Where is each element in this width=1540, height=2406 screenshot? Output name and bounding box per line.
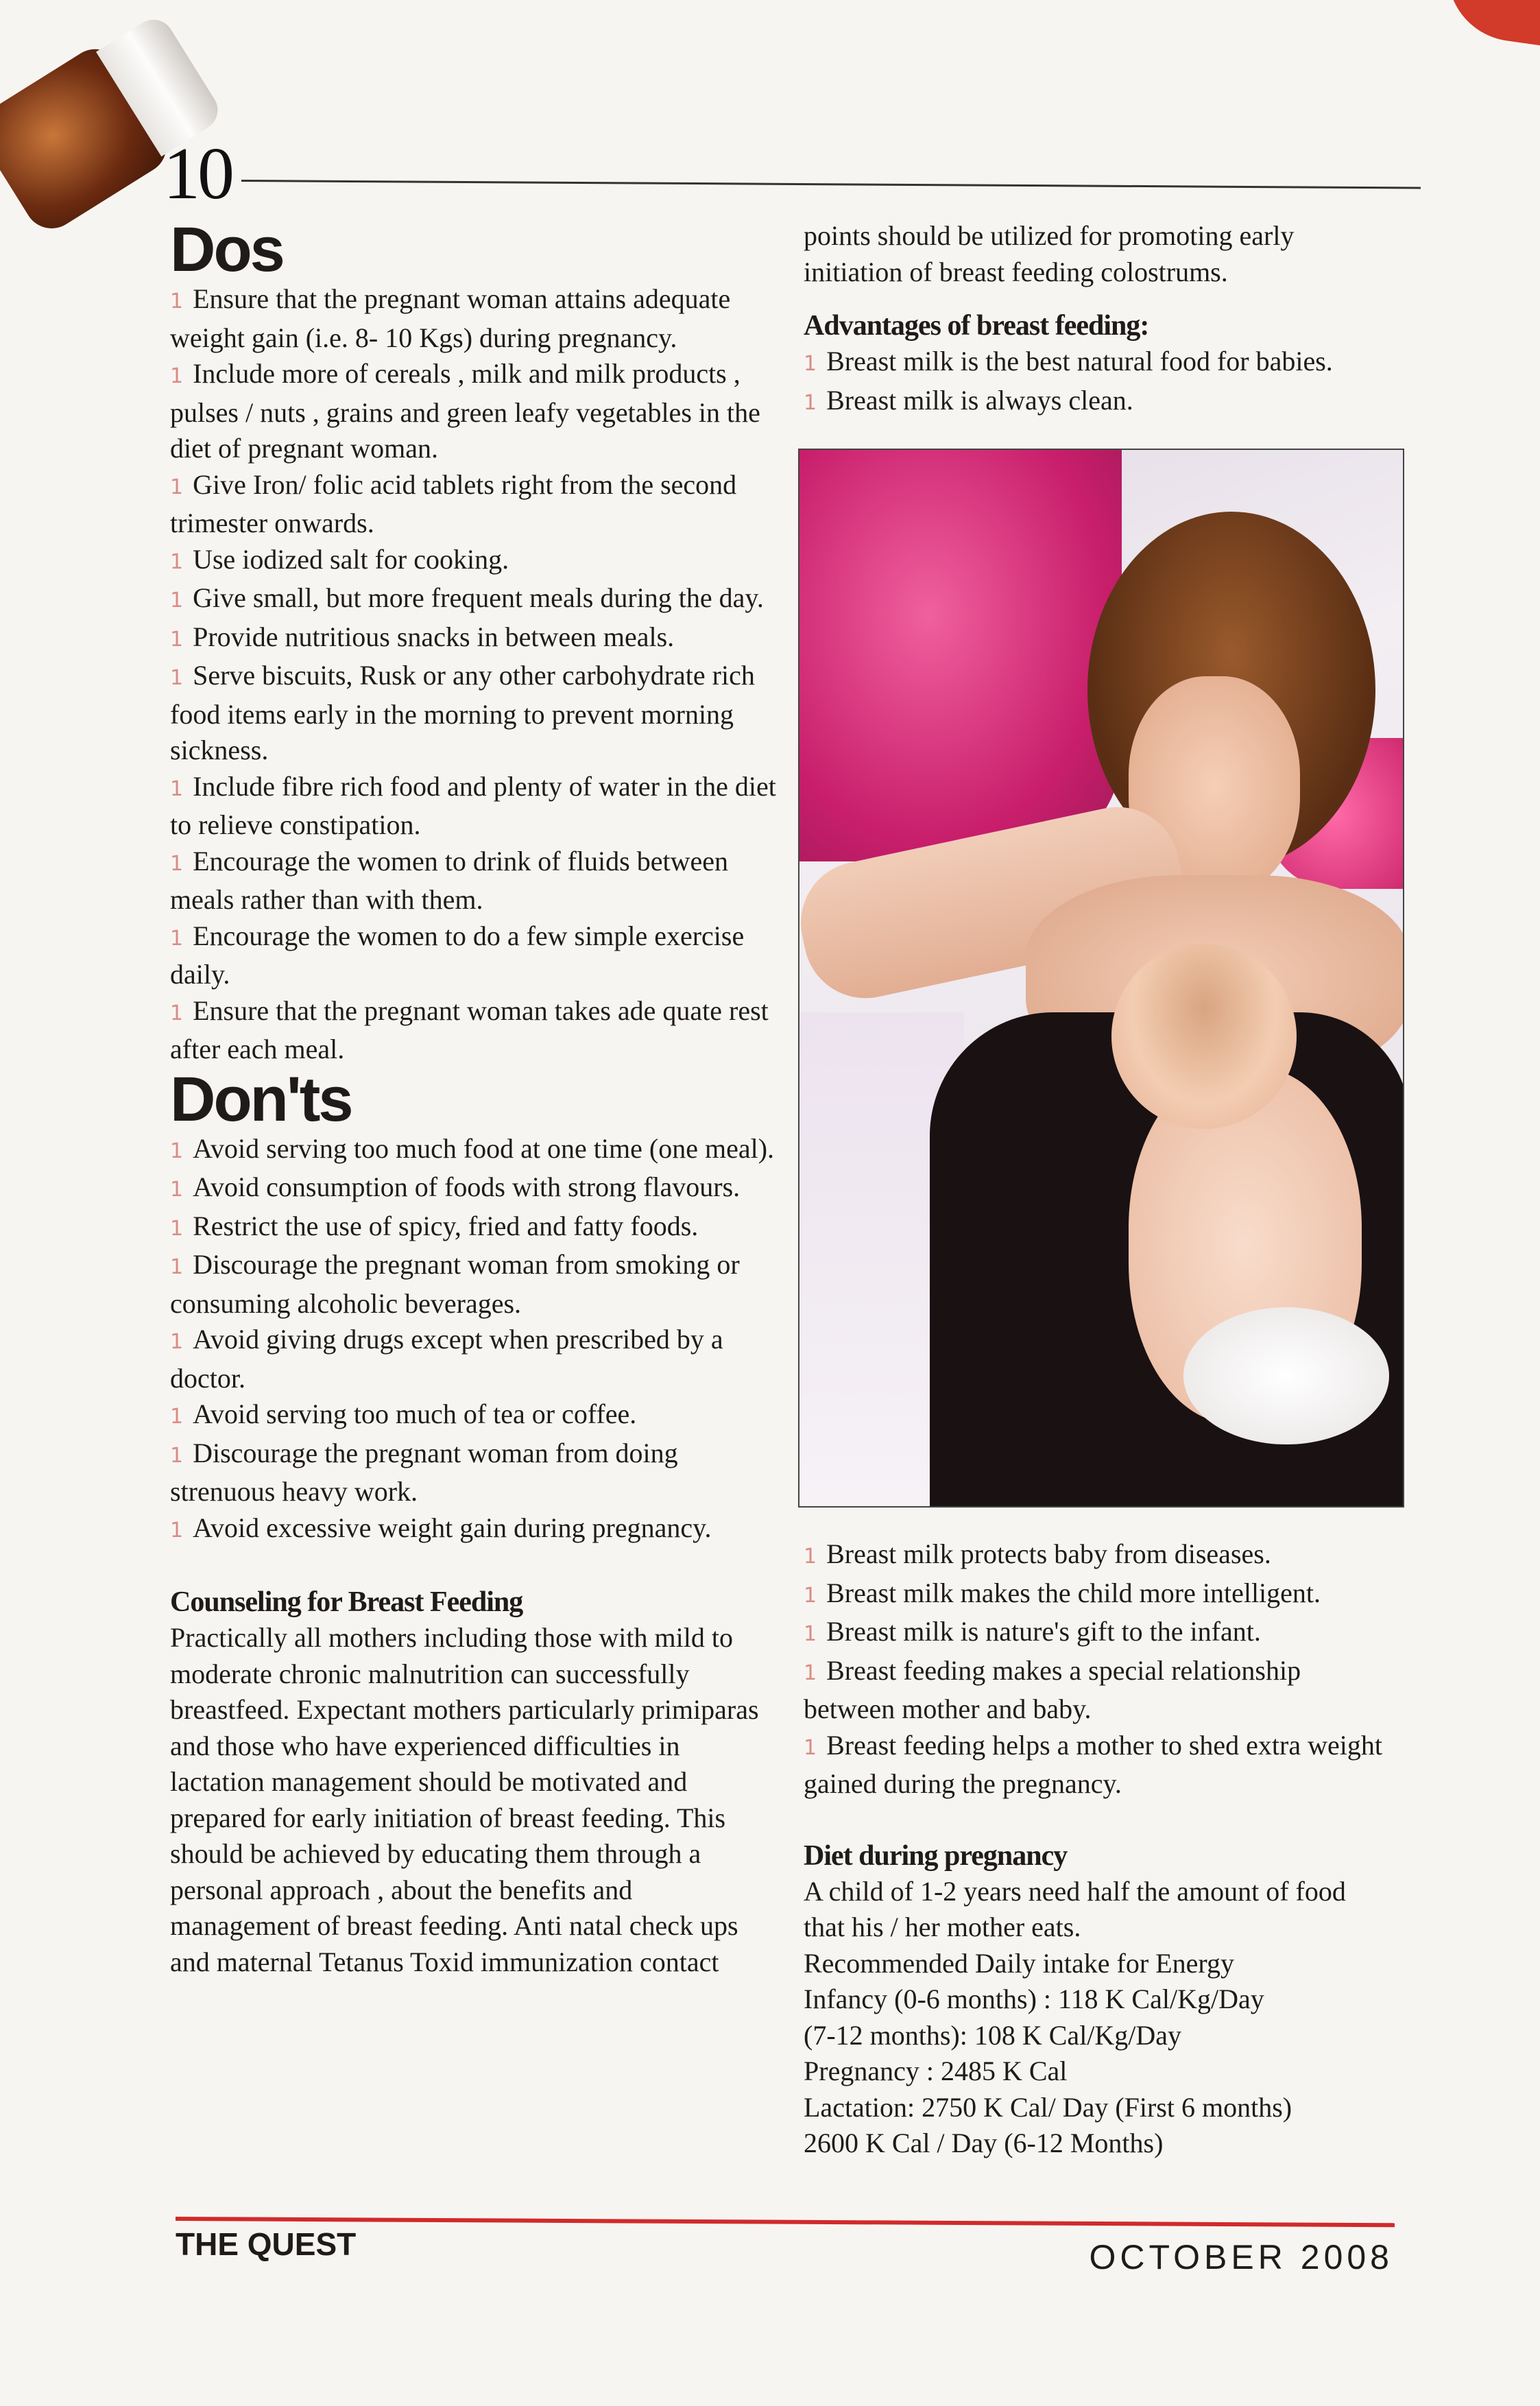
bullet-icon: 1 xyxy=(804,1622,817,1646)
right-column xyxy=(804,218,1393,2162)
diet-line: A child of 1-2 years need half the amount of food that his / her mother eats. xyxy=(804,1875,1346,1942)
donts-item-text: Avoid consumption of foods with strong flavours. xyxy=(193,1171,741,1202)
donts-item xyxy=(170,1436,777,1510)
bullet-icon: 1 xyxy=(170,549,184,574)
dos-list xyxy=(170,281,777,1068)
dos-item-text: Give small, but more frequent meals during the day. xyxy=(193,582,764,613)
bullet-icon: 1 xyxy=(170,1405,184,1429)
diet-line: Recommended Daily intake for Energy xyxy=(804,1947,1234,1979)
publication-name: THE QUEST xyxy=(176,2226,357,2262)
bullet-icon: 1 xyxy=(170,851,184,876)
counseling-body: Practically all mothers including those with mild to moderate chronic malnutrition can successfully breastfeed. Expectant mothers particularly primiparas and those who have experienced difficulties in lactation management should be motivated and prepared for early initiation of breast feeding. This should be achieved by educating them through a personal approach , about the benefits and management of breast feeding. Anti natal check ups and maternal Tetanus Toxid immunization contact xyxy=(170,1622,759,1977)
baby-diaper xyxy=(1183,1307,1389,1444)
dos-item xyxy=(170,580,777,619)
advantage-item xyxy=(804,1728,1393,1802)
bullet-icon: 1 xyxy=(804,1735,817,1760)
advantages-heading: Advantages of breast feeding: xyxy=(804,310,1149,342)
dos-item-text: Use iodized salt for cooking. xyxy=(193,543,509,575)
left-column xyxy=(170,215,777,1980)
pink-pillow xyxy=(799,450,1122,861)
dos-item xyxy=(170,769,777,844)
dos-item xyxy=(170,542,777,581)
bullet-icon: 1 xyxy=(804,1545,817,1569)
bullet-icon: 1 xyxy=(804,1660,817,1685)
bullet-icon: 1 xyxy=(170,627,184,652)
donts-item-text: Restrict the use of spicy, fried and fatty foods. xyxy=(193,1210,699,1241)
donts-heading: Don'ts xyxy=(170,1064,352,1134)
spacer xyxy=(804,290,1393,308)
dos-item-text: Provide nutritious snacks in between meals. xyxy=(193,621,675,652)
bullet-icon: 1 xyxy=(170,1139,184,1163)
dos-item xyxy=(170,281,777,356)
dos-item-text: Include more of cereals , milk and milk products , pulses / nuts , grains and green leafy vegetables in the diet of pregnant woman. xyxy=(170,358,760,464)
donts-item xyxy=(170,1247,777,1322)
dos-item xyxy=(170,467,777,542)
donts-item-text: Avoid serving too much of tea or coffee. xyxy=(193,1398,637,1429)
donts-item-text: Avoid excessive weight gain during pregnancy. xyxy=(193,1512,712,1543)
mother-breastfeeding-photo xyxy=(798,449,1404,1508)
donts-item-text: Discourage the pregnant woman from smoking or consuming alcoholic beverages. xyxy=(170,1249,740,1319)
counseling-heading: Counseling for Breast Feeding xyxy=(170,1586,523,1618)
bullet-icon: 1 xyxy=(804,390,817,415)
dos-item xyxy=(170,658,777,769)
donts-item-text: Avoid serving too much food at one time (one meal). xyxy=(193,1132,775,1164)
bullet-icon: 1 xyxy=(170,1518,184,1543)
dos-item-text: Ensure that the pregnant woman attains adequate weight gain (i.e. 8- 10 Kgs) during pregnancy. xyxy=(170,283,731,353)
donts-item xyxy=(170,1208,777,1248)
dos-item xyxy=(170,993,777,1068)
bullet-icon: 1 xyxy=(804,1583,817,1608)
dos-item-text: Serve biscuits, Rusk or any other carbohydrate rich food items early in the morning to prevent morning sickness. xyxy=(170,660,755,765)
donts-item-text: Avoid giving drugs except when prescribed by a doctor. xyxy=(170,1324,723,1394)
bullet-icon: 1 xyxy=(170,289,184,313)
dos-item-text: Encourage the women to do a few simple exercise daily. xyxy=(170,920,745,990)
advantage-item-text: Breast milk makes the child more intelligent. xyxy=(826,1577,1321,1608)
advantage-item-text: Breast milk protects baby from diseases. xyxy=(826,1538,1271,1569)
footer-rule xyxy=(176,2217,1395,2227)
diet-line: Pregnancy : 2485 K Cal xyxy=(804,2056,1068,2086)
donts-item-text: Discourage the pregnant woman from doing strenuous heavy work. xyxy=(170,1437,678,1507)
advantages-list-bottom xyxy=(804,1536,1393,1802)
diet-line: 2600 K Cal / Day (6-12 Months) xyxy=(804,2128,1164,2158)
diet-lines xyxy=(804,1874,1393,2162)
dos-item xyxy=(170,844,777,918)
dos-item-text: Encourage the women to drink of fluids between meals rather than with them. xyxy=(170,845,728,915)
advantage-item xyxy=(804,1575,1393,1615)
bullet-icon: 1 xyxy=(170,1178,184,1202)
advantages-list-top xyxy=(804,344,1393,421)
diet-line: (7-12 months): 108 K Cal/Kg/Day xyxy=(804,2019,1182,2051)
bullet-icon: 1 xyxy=(170,1330,184,1354)
bullet-icon: 1 xyxy=(170,364,184,388)
dos-item xyxy=(170,619,777,658)
advantage-item xyxy=(804,1536,1393,1575)
baby-head xyxy=(1111,944,1297,1129)
advantage-item xyxy=(804,344,1393,383)
issue-date: OCTOBER 2008 xyxy=(1089,2238,1393,2276)
advantage-item-text: Breast milk is always clean. xyxy=(826,384,1133,416)
donts-item xyxy=(170,1396,777,1436)
dos-item-text: Include fibre rich food and plenty of water in the diet to relieve constipation. xyxy=(170,770,776,840)
donts-item xyxy=(170,1131,777,1170)
dos-item-text: Give Iron/ folic acid tablets right from the second trimester onwards. xyxy=(170,468,737,538)
spacer xyxy=(170,1549,777,1584)
advantage-item-text: Breast milk is nature's gift to the infant. xyxy=(826,1616,1261,1647)
donts-item xyxy=(170,1169,777,1208)
donts-item xyxy=(170,1322,777,1396)
donts-item xyxy=(170,1510,777,1549)
advantage-item-text: Breast feeding makes a special relationship between mother and baby. xyxy=(804,1654,1301,1724)
header-rule xyxy=(241,180,1421,189)
corner-decoration xyxy=(1439,0,1540,50)
issue-number: 10 xyxy=(163,133,232,215)
advantage-item-text: Breast feeding helps a mother to shed extra weight gained during the pregnancy. xyxy=(804,1729,1382,1799)
bullet-icon: 1 xyxy=(170,1216,184,1241)
bullet-icon: 1 xyxy=(170,588,184,612)
bullet-icon: 1 xyxy=(170,776,184,801)
bullet-icon: 1 xyxy=(170,1443,184,1468)
diet-line: Infancy (0-6 months) : 118 K Cal/Kg/Day xyxy=(804,1984,1264,2014)
advantage-item-text: Breast milk is the best natural food for babies. xyxy=(826,346,1333,377)
spacer xyxy=(804,1802,1393,1838)
dos-item-text: Ensure that the pregnant woman takes ade quate rest after each meal. xyxy=(170,994,769,1064)
dos-heading: Dos xyxy=(170,215,283,285)
advantage-item xyxy=(804,383,1393,422)
diet-heading: Diet during pregnancy xyxy=(804,1839,1068,1872)
dos-item xyxy=(170,918,777,993)
bullet-icon: 1 xyxy=(170,1001,184,1025)
advantage-item xyxy=(804,1653,1393,1728)
bullet-icon: 1 xyxy=(170,1255,184,1279)
counseling-continuation: points should be utilized for promoting early initiation of breast feeding colostrums. xyxy=(804,220,1295,287)
advantage-item xyxy=(804,1614,1393,1653)
bullet-icon: 1 xyxy=(170,666,184,690)
bullet-icon: 1 xyxy=(804,352,817,376)
bullet-icon: 1 xyxy=(170,475,184,499)
diet-line: Lactation: 2750 K Cal/ Day (First 6 months) xyxy=(804,2091,1292,2123)
dos-item xyxy=(170,356,777,467)
donts-list xyxy=(170,1131,777,1549)
bullet-icon: 1 xyxy=(170,926,184,951)
